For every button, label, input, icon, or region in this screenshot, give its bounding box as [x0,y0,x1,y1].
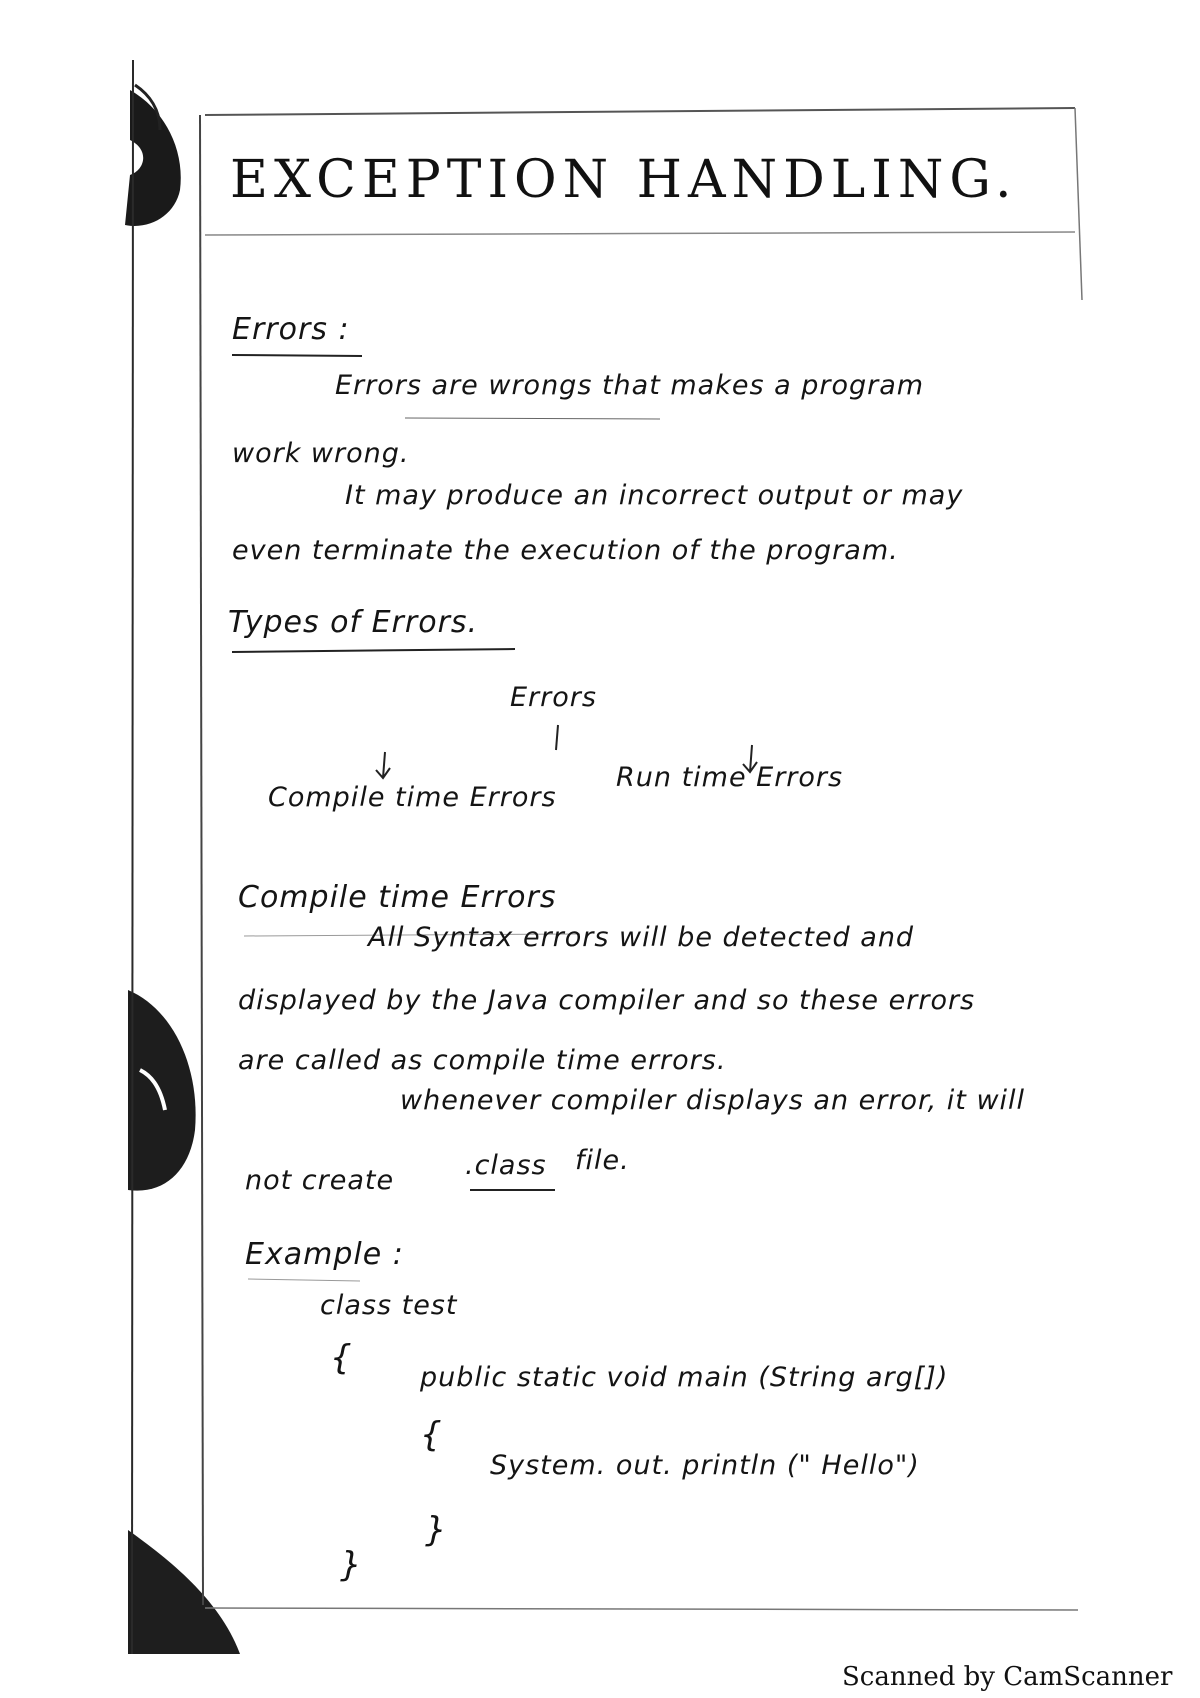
errors-line-4: even terminate the execution of the program. [232,535,899,566]
compile-line-1: All Syntax errors will be detected and [368,922,915,953]
code-line-1: class test [320,1290,458,1321]
errors-heading: Errors : [232,312,350,347]
code-line-5: System. out. println (" Hello") [490,1450,920,1481]
errors-underline [232,355,362,356]
code-line-4: { [420,1415,443,1455]
tree-right: Run time Errors [616,762,844,793]
compile-line-5b: .class [465,1150,547,1181]
tree-left: Compile time Errors [268,782,557,813]
errors-line-3: It may produce an incorrect output or may [345,480,964,511]
compile-line-5c: file. [575,1145,630,1176]
page-title: EXCEPTION HANDLING. [230,150,1018,210]
code-line-7: } [340,1545,363,1585]
errors-line-2: work wrong. [232,438,410,469]
errors-line-1: Errors are wrongs that makes a program [335,370,925,401]
page-left-edge [132,60,133,1654]
compile-line-5a: not create [245,1165,395,1196]
scanner-watermark: Scanned by CamScanner [842,1662,1173,1692]
compile-heading: Compile time Errors [238,880,557,915]
example-heading: Example : [245,1237,404,1272]
code-line-3: public static void main (String arg[]) [420,1362,949,1393]
types-heading: Types of Errors. [228,605,479,640]
code-line-6: } [425,1510,448,1550]
code-line-2: { [330,1338,353,1378]
compile-line-2: displayed by the Java compiler and so these errors [238,985,976,1016]
compile-line-3: are called as compile time errors. [238,1045,727,1076]
tree-root: Errors [510,682,597,713]
compile-line-4: whenever compiler displays an error, it will [400,1085,1026,1116]
